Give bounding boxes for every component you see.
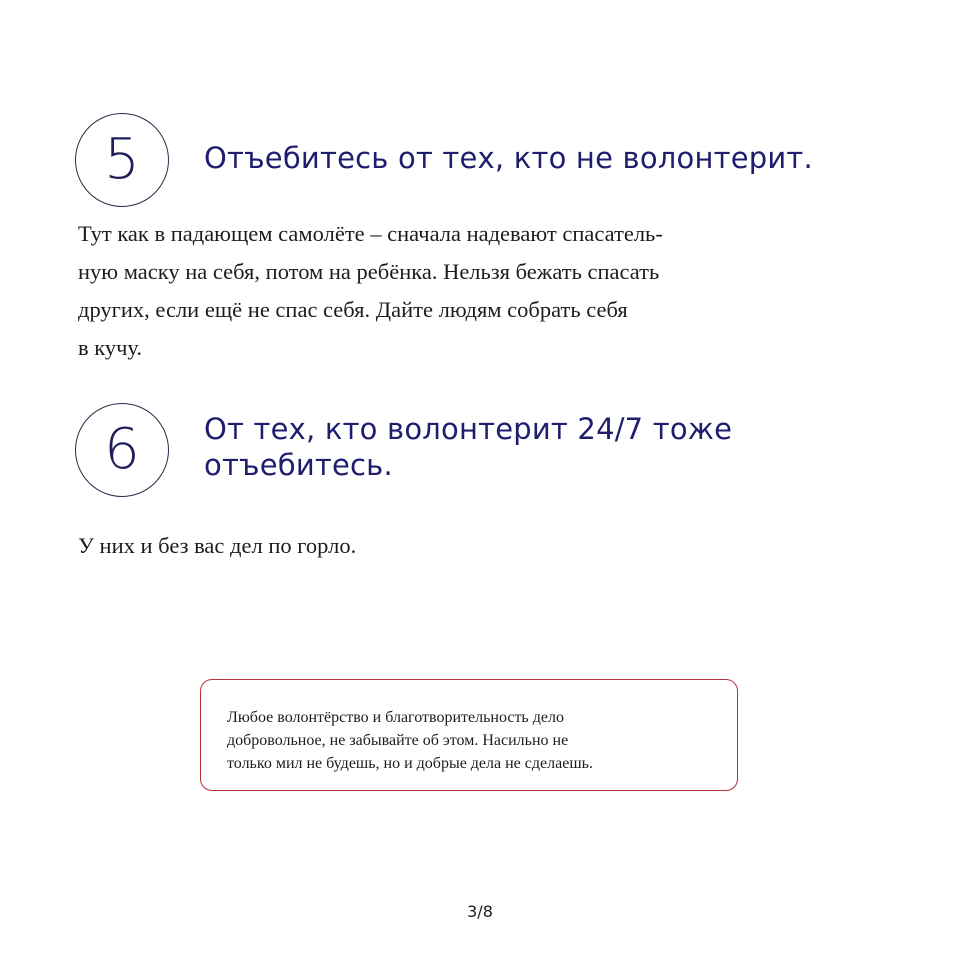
section-6-number-badge: 6 bbox=[75, 403, 169, 497]
section-5-heading bbox=[204, 140, 813, 176]
note-line-1: Любое волонтёрство и благотворительность дело bbox=[227, 709, 564, 726]
section-6-heading bbox=[204, 411, 732, 483]
section-6-body-line-1: У них и без вас дел по горло. bbox=[78, 533, 357, 558]
section-5-body-line-1: Тут как в падающем самолёте – сначала надевают спасатель- bbox=[78, 221, 663, 246]
section-6-heading-line-2: отъебитесь. bbox=[204, 448, 393, 482]
section-6-body bbox=[78, 527, 356, 565]
note-line-2: добровольное, не забывайте об этом. Насильно не bbox=[227, 732, 569, 749]
page-number: 3/8 bbox=[467, 902, 493, 921]
section-6-heading-line-1: От тех, кто волонтерит 24/7 тоже bbox=[204, 412, 733, 446]
section-5-body-line-4: в кучу. bbox=[78, 335, 143, 360]
section-5-body bbox=[78, 215, 663, 367]
note-line-3: только мил не будешь, но и добрые дела не сделаешь. bbox=[227, 755, 593, 772]
section-5-body-line-2: ную маску на себя, потом на ребёнка. Нельзя бежать спасать bbox=[78, 259, 660, 284]
section-5-number-badge: 5 bbox=[75, 113, 169, 207]
section-5-body-line-3: других, если ещё не спас себя. Дайте людям собрать себя bbox=[78, 297, 628, 322]
note-box bbox=[200, 679, 738, 791]
section-5-heading-line-1: Отъебитесь от тех, кто не волонтерит. bbox=[204, 141, 813, 175]
